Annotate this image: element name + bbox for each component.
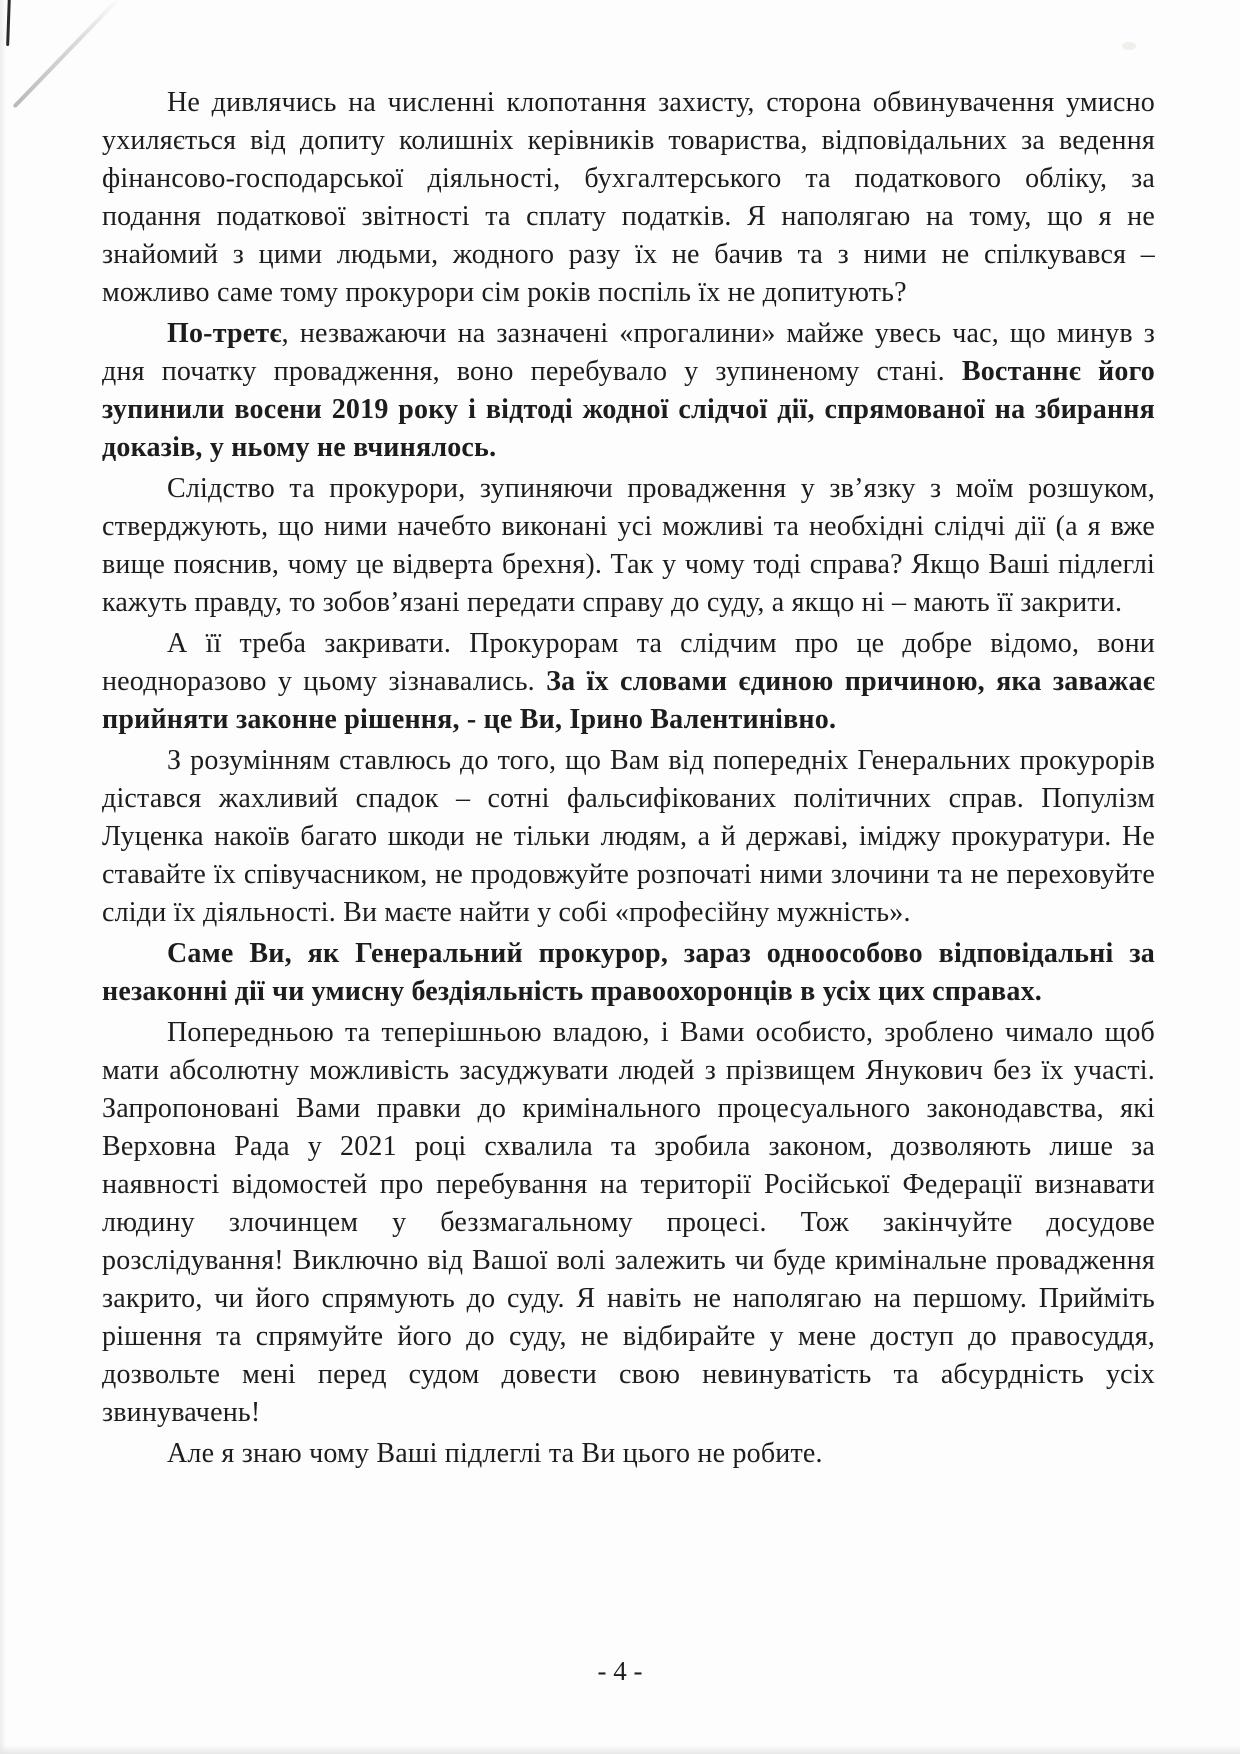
paragraph-8 bbox=[102, 1435, 1155, 1473]
paragraph-text: Не дивлячись на численні клопотання захисту, сторона обвинувачення умисно ухиляється від допиту колишніх керівників товариства, відповідальних за ведення фінансово-господарської діяльності, бухгалтерського та податкового обліку, за подання податкової звітності та сплату податків. Я наполягаю на тому, що я не знайомий з цими людьми, жодного разу їх не бачив та з ними не спілкувався – можливо саме тому прокурори сім років поспіль їх не допитують? bbox=[102, 87, 1155, 308]
letter-body bbox=[102, 84, 1155, 1476]
scan-artifact-smudge bbox=[1122, 42, 1136, 50]
paragraph-3 bbox=[102, 470, 1155, 622]
paragraph-text: , незважаючи на зазначені «прогалини» майже увесь час, що минув з дня початку провадження, воно перебувало у зупиненому стані. bbox=[102, 318, 1155, 387]
paragraph-text-bold: По-третє bbox=[167, 318, 282, 349]
paragraph-text-bold: Саме Ви, як Генеральний прокурор, зараз одноособово відповідальні за незаконні дії чи умисну бездіяльність правоохоронців в усіх цих справах. bbox=[102, 938, 1155, 1007]
paragraph-1 bbox=[102, 84, 1155, 312]
paragraph-2 bbox=[102, 315, 1155, 467]
paragraph-text: Попередньою та теперішньою владою, і Вами особисто, зроблено чимало щоб мати абсолютну можливість засуджувати людей з прізвищем Янукович без їх участі. Запропоновані Вами правки до кримінального процесуального законодавства, які Верховна Рада у 2021 році схвалила та зробила законом, дозволяють лише за наявності відомостей про перебування на території Російської Федерації визнавати людину злочинцем у беззмагальному процесі. Тож закінчуйте досудове розслідування! Виключно від Вашої волі залежить чи буде кримінальне провадження закрито, чи його спрямують до суду. Я навіть не наполягаю на першому. Прийміть рішення та спрямуйте його до суду, не відбирайте у мене доступ до правосуддя, дозвольте мені перед судом довести свою невинуватість та абсурдність усіх звинувачень! bbox=[102, 1017, 1155, 1428]
paragraph-6 bbox=[102, 935, 1155, 1011]
page-number-label: - 4 - bbox=[597, 1656, 643, 1686]
page-number bbox=[0, 1656, 1240, 1687]
paragraph-text: Слідство та прокурори, зупиняючи провадження у зв’язку з моїм розшуком, стверджують, що ними начебто виконані усі можливі та необхідні слідчі дії (а я вже вище пояснив, чому це відверта брехня). Так у чому тоді справа? Якщо Ваші підлеглі кажуть правду, то зобов’язані передати справу до суду, а якщо ні – мають її закрити. bbox=[102, 473, 1155, 618]
scan-artifact-edge-tick bbox=[6, 0, 11, 46]
paragraph-text-bold: Востаннє його зупинили восени 2019 року і відтоді жодної слідчої дії, спрямованої на збирання доказів, у ньому не вчинялось. bbox=[102, 356, 1155, 463]
paragraph-7 bbox=[102, 1014, 1155, 1432]
paragraph-text: З розумінням ставлюсь до того, що Вам від попередніх Генеральних прокурорів дістався жахливий спадок – сотні фальсифікованих політичних справ. Популізм Луценка накоїв багато шкоди не тільки людям, а й державі, іміджу прокуратури. Не ставайте їх співучасником, не продовжуйте розпочаті ними злочини та не переховуйте сліди їх діяльності. Ви маєте найти у собі «професійну мужність». bbox=[102, 745, 1155, 928]
paragraph-text: Але я знаю чому Ваші підлеглі та Ви цього не робите. bbox=[167, 1438, 823, 1469]
paragraph-text: А її треба закривати. Прокурорам та слідчим про це добре відомо, вони неодноразово у цьому зізнавались. bbox=[102, 628, 1155, 697]
paragraph-text-bold: За їх словами єдиною причиною, яка заважає прийняти законне рішення, - це Ви, Ірино Валентинівно. bbox=[102, 666, 1155, 735]
paragraph-5 bbox=[102, 742, 1155, 932]
paragraph-4 bbox=[102, 625, 1155, 739]
